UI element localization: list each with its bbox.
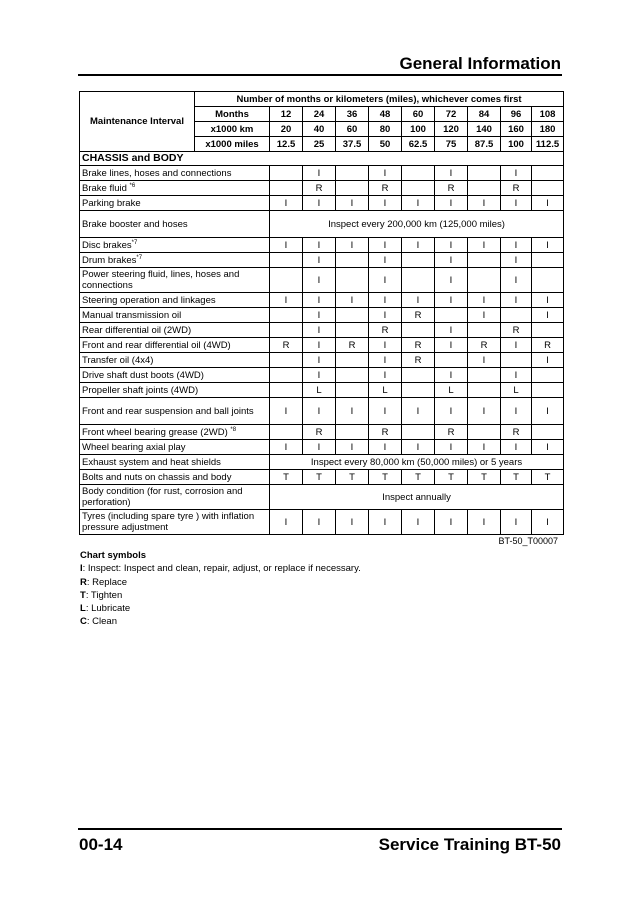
schedule-cell: R [435,425,468,440]
schedule-cell: I [468,293,501,308]
schedule-cell: I [369,353,402,368]
schedule-cell: I [303,338,336,353]
footnote-marker: *7 [136,254,143,261]
schedule-cell: I [402,238,435,253]
schedule-cell: R [303,181,336,196]
maintenance-interval-label: Maintenance Interval [80,92,195,152]
row-label [80,253,270,268]
schedule-cell: L [303,383,336,398]
inspection-note: Inspect every 80,000 km (50,000 miles) or 5 years [270,455,564,470]
miles-value: 100 [501,137,532,152]
row-label [80,308,270,323]
schedule-cell: I [303,293,336,308]
schedule-cell [468,166,501,181]
months-value: 24 [303,107,336,122]
schedule-cell: R [402,338,435,353]
table-row [80,398,564,425]
maintenance-schedule-table [79,91,564,535]
schedule-cell: I [369,196,402,211]
row-label [80,323,270,338]
row-label-text: Drum brakes [82,254,137,266]
section-row [80,152,564,166]
schedule-cell [532,181,564,196]
schedule-cell [468,181,501,196]
schedule-cell: R [303,425,336,440]
row-label [80,485,270,510]
schedule-cell [532,368,564,383]
schedule-cell: I [336,398,369,425]
schedule-cell: R [468,338,501,353]
legend-key: T [80,589,86,601]
km-value: 40 [303,122,336,137]
schedule-cell: R [369,181,402,196]
row-label [80,470,270,485]
schedule-cell: I [435,268,468,293]
schedule-cell: I [369,308,402,323]
months-value: 108 [532,107,564,122]
km-value: 160 [501,122,532,137]
legend-key: R [80,576,87,588]
schedule-cell [468,323,501,338]
schedule-cell [402,166,435,181]
row-label-text: Brake lines, hoses and connections [82,167,232,179]
schedule-cell: I [303,510,336,535]
table-row [80,166,564,181]
legend-item [80,562,361,575]
schedule-cell [402,268,435,293]
months-value: 96 [501,107,532,122]
schedule-cell: I [270,196,303,211]
miles-value: 62.5 [402,137,435,152]
schedule-cell: I [369,238,402,253]
km-value: 140 [468,122,501,137]
schedule-cell: I [435,323,468,338]
schedule-cell [270,383,303,398]
table-row [80,181,564,196]
schedule-cell: R [369,323,402,338]
row-label-text: Brake fluid [82,182,130,194]
schedule-cell [270,268,303,293]
table-row [80,196,564,211]
table-row [80,510,564,535]
table-row [80,485,564,510]
schedule-cell [270,368,303,383]
table-row [80,440,564,455]
miles-value: 37.5 [336,137,369,152]
schedule-cell: I [303,440,336,455]
row-label [80,510,270,535]
schedule-cell: T [369,470,402,485]
schedule-cell: T [303,470,336,485]
schedule-cell: I [468,440,501,455]
schedule-cell [532,323,564,338]
schedule-cell: I [532,440,564,455]
schedule-cell [336,166,369,181]
schedule-cell [336,181,369,196]
footnote-marker: *7 [131,239,138,246]
schedule-cell: I [532,398,564,425]
legend-item [80,576,361,589]
legend-key: L [80,603,86,615]
schedule-cell: I [303,308,336,323]
schedule-cell: L [369,383,402,398]
legend-item [80,615,361,628]
schedule-cell: I [402,440,435,455]
km-label: x1000 km [195,122,270,137]
schedule-cell [402,323,435,338]
row-label [80,196,270,211]
schedule-cell [532,425,564,440]
legend-key: C [80,616,87,628]
km-value: 80 [369,122,402,137]
schedule-cell: T [468,470,501,485]
row-label-text: Bolts and nuts on chassis and body [82,471,232,483]
schedule-cell [532,268,564,293]
page-number: 00-14 [79,835,123,854]
schedule-cell [468,268,501,293]
row-label [80,455,270,470]
schedule-cell: I [303,268,336,293]
schedule-cell: R [402,308,435,323]
row-label [80,293,270,308]
schedule-cell: I [435,440,468,455]
schedule-cell [336,323,369,338]
schedule-cell: I [532,238,564,253]
schedule-cell: I [501,398,532,425]
table-row [80,455,564,470]
header-rule [78,74,562,76]
schedule-cell: I [402,398,435,425]
schedule-cell: I [501,238,532,253]
schedule-cell: I [303,196,336,211]
row-label-text: Front and rear differential oil (4WD) [82,339,231,351]
row-label-text: Drive shaft dust boots (4WD) [82,369,204,381]
schedule-cell [270,308,303,323]
schedule-cell: T [532,470,564,485]
page-title: General Information [399,54,561,73]
document-title: Service Training BT-50 [378,835,561,854]
schedule-cell: I [336,440,369,455]
schedule-cell [336,268,369,293]
schedule-cell [402,181,435,196]
schedule-cell: I [369,268,402,293]
km-value: 20 [270,122,303,137]
schedule-cell: I [303,253,336,268]
schedule-cell: I [369,368,402,383]
schedule-cell: T [270,470,303,485]
table-row [80,368,564,383]
km-value: 100 [402,122,435,137]
schedule-cell: R [501,181,532,196]
header-row-caption [80,92,564,107]
months-value: 72 [435,107,468,122]
row-label [80,368,270,383]
schedule-cell: I [303,238,336,253]
row-label [80,238,270,253]
schedule-cell: R [435,181,468,196]
row-label [80,211,270,238]
miles-value: 87.5 [468,137,501,152]
schedule-cell: R [270,338,303,353]
table-row [80,308,564,323]
schedule-cell: I [303,323,336,338]
schedule-cell: I [501,253,532,268]
legend-item [80,589,361,602]
km-value: 180 [532,122,564,137]
schedule-cell: I [369,338,402,353]
miles-value: 12.5 [270,137,303,152]
schedule-cell: I [532,293,564,308]
table-row [80,353,564,368]
legend-text: : Lubricate [85,603,131,615]
schedule-cell: T [402,470,435,485]
schedule-cell: R [402,353,435,368]
schedule-cell: I [435,398,468,425]
row-label [80,425,270,440]
legend-heading: Chart symbols [80,550,146,561]
chart-symbols-legend [80,549,361,629]
schedule-cell: I [468,353,501,368]
row-label-text: Manual transmission oil [82,309,182,321]
months-value: 60 [402,107,435,122]
row-label-text: Front and rear suspension and ball joints [82,405,254,417]
table-row [80,211,564,238]
schedule-cell: I [435,253,468,268]
schedule-cell [501,353,532,368]
months-value: 12 [270,107,303,122]
schedule-cell: I [369,166,402,181]
schedule-cell: I [501,293,532,308]
schedule-cell [435,308,468,323]
schedule-cell: I [303,353,336,368]
schedule-cell [402,425,435,440]
row-label-text: Brake booster and hoses [82,218,188,230]
schedule-cell [336,368,369,383]
schedule-cell: I [532,510,564,535]
schedule-cell: I [435,196,468,211]
legend-text: : Inspect: Inspect and clean, repair, adjust, or replace if necessary. [82,563,361,575]
schedule-cell [270,181,303,196]
schedule-cell [501,308,532,323]
schedule-cell [336,253,369,268]
schedule-cell [336,308,369,323]
months-value: 84 [468,107,501,122]
row-label [80,268,270,293]
row-label-text: Body condition (for rust, corrosion and perforation) [82,486,243,508]
schedule-cell: R [501,425,532,440]
table-row [80,338,564,353]
schedule-cell: I [501,338,532,353]
schedule-cell [336,425,369,440]
schedule-cell [336,353,369,368]
schedule-cell: I [336,510,369,535]
schedule-cell: T [501,470,532,485]
schedule-cell: I [468,398,501,425]
schedule-cell [336,383,369,398]
schedule-cell [468,368,501,383]
miles-value: 75 [435,137,468,152]
row-label-text: Wheel bearing axial play [82,441,186,453]
schedule-cell: I [501,368,532,383]
row-label-text: Transfer oil (4x4) [82,354,154,366]
row-label [80,398,270,425]
schedule-cell [270,323,303,338]
table-reference: BT-50_T00007 [498,536,558,546]
footer-rule [78,828,562,830]
schedule-cell: T [435,470,468,485]
schedule-cell: I [369,253,402,268]
table-row [80,383,564,398]
schedule-cell: I [468,510,501,535]
row-label-text: Disc brakes [82,239,132,251]
schedule-cell: I [402,510,435,535]
schedule-cell: I [402,196,435,211]
schedule-cell: I [369,440,402,455]
schedule-cell: I [336,238,369,253]
schedule-cell: I [468,238,501,253]
row-label [80,181,270,196]
schedule-cell [402,253,435,268]
schedule-cell: I [369,510,402,535]
legend-text: : Replace [86,576,128,588]
row-label [80,338,270,353]
row-label [80,440,270,455]
miles-label: x1000 miles [195,137,270,152]
schedule-cell: I [501,166,532,181]
table-row [80,293,564,308]
schedule-cell [402,383,435,398]
schedule-cell [468,425,501,440]
schedule-cell: I [270,510,303,535]
row-label [80,383,270,398]
row-label [80,166,270,181]
row-label-text: Rear differential oil (2WD) [82,324,192,336]
schedule-cell: I [435,510,468,535]
schedule-cell: L [435,383,468,398]
schedule-cell: I [501,268,532,293]
schedule-cell: R [532,338,564,353]
schedule-cell: I [435,238,468,253]
schedule-cell [532,166,564,181]
table-row [80,253,564,268]
schedule-cell: I [435,293,468,308]
km-value: 60 [336,122,369,137]
schedule-cell [270,166,303,181]
legend-text: : Clean [86,616,117,628]
row-label-text: Propeller shaft joints (4WD) [82,384,199,396]
row-label-text: Steering operation and linkages [82,294,216,306]
inspection-note: Inspect every 200,000 km (125,000 miles) [270,211,564,238]
months-label: Months [195,107,270,122]
schedule-cell: T [336,470,369,485]
months-value: 36 [336,107,369,122]
schedule-cell: I [532,308,564,323]
schedule-cell: I [303,398,336,425]
section-heading: CHASSIS and BODY [80,152,564,166]
row-label-text: Tyres (including spare tyre ) with inflation pressure adjustment [82,511,255,533]
schedule-cell: R [336,338,369,353]
interval-caption: Number of months or kilometers (miles), whichever comes first [195,92,564,107]
schedule-cell: I [369,398,402,425]
schedule-cell: I [336,196,369,211]
schedule-cell [532,253,564,268]
table-row [80,268,564,293]
table-row [80,425,564,440]
schedule-cell [402,368,435,383]
schedule-cell: I [435,166,468,181]
schedule-cell [468,253,501,268]
schedule-cell: I [369,293,402,308]
schedule-cell: I [501,196,532,211]
schedule-cell: I [468,196,501,211]
schedule-cell [270,425,303,440]
miles-value: 112.5 [532,137,564,152]
schedule-cell: I [270,440,303,455]
schedule-cell: I [435,338,468,353]
schedule-cell: I [336,293,369,308]
footnote-marker: *8 [230,426,237,433]
inspection-note: Inspect annually [270,485,564,510]
table-row [80,238,564,253]
schedule-cell: R [501,323,532,338]
table-row [80,470,564,485]
schedule-cell: I [270,293,303,308]
schedule-cell: I [270,238,303,253]
miles-value: 50 [369,137,402,152]
schedule-cell [532,383,564,398]
legend-item [80,602,361,615]
schedule-cell [270,253,303,268]
miles-value: 25 [303,137,336,152]
schedule-cell [270,353,303,368]
schedule-cell: I [303,166,336,181]
row-label-text: Exhaust system and heat shields [82,456,221,468]
schedule-cell: I [532,196,564,211]
schedule-cell: I [501,440,532,455]
schedule-cell [435,353,468,368]
schedule-cell: I [270,398,303,425]
schedule-cell: I [435,368,468,383]
schedule-cell: I [501,510,532,535]
row-label-text: Parking brake [82,197,141,209]
schedule-cell: I [468,308,501,323]
row-label [80,353,270,368]
schedule-cell: L [501,383,532,398]
legend-text: : Tighten [85,589,123,601]
months-value: 48 [369,107,402,122]
schedule-cell: I [303,368,336,383]
row-label-text: Power steering fluid, lines, hoses and connections [82,269,240,291]
footnote-marker: *6 [129,182,136,189]
schedule-cell: R [369,425,402,440]
legend-key: I [80,563,83,575]
schedule-cell [468,383,501,398]
schedule-cell: I [532,353,564,368]
row-label-text: Front wheel bearing grease (2WD) [82,426,231,438]
km-value: 120 [435,122,468,137]
table-row [80,323,564,338]
schedule-cell: I [402,293,435,308]
